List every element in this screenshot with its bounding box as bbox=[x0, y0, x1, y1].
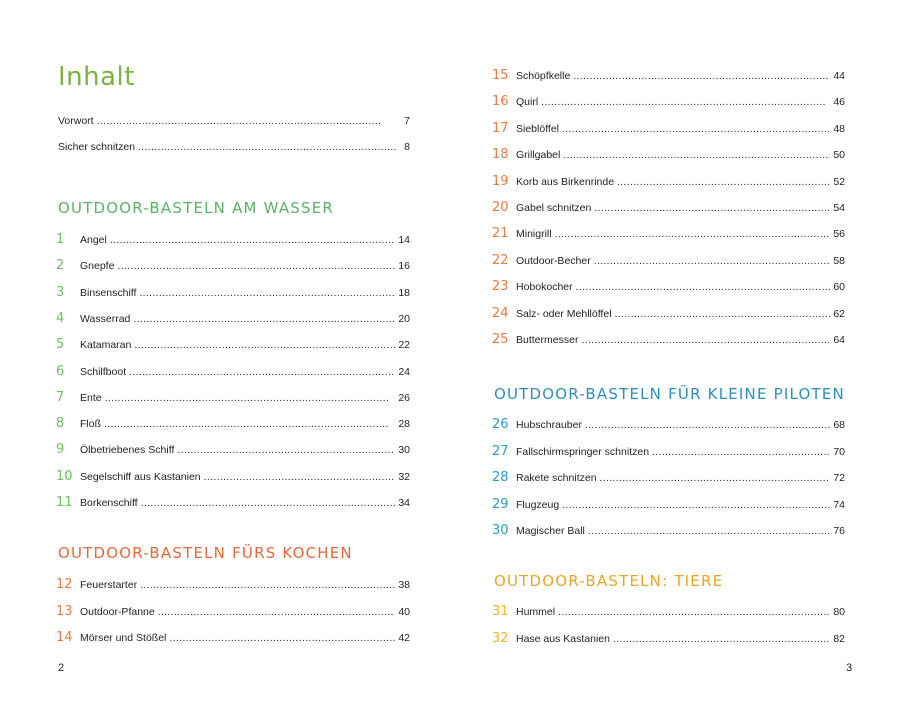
leader-dots bbox=[588, 524, 830, 538]
leader-dots bbox=[541, 95, 830, 109]
entry-page: 30 bbox=[398, 444, 410, 457]
entry-number: 23 bbox=[492, 279, 509, 295]
entry-number: 2 bbox=[56, 258, 65, 274]
entry-label: Ölbetriebenes Schiff bbox=[80, 444, 175, 457]
toc-entry[interactable] bbox=[492, 252, 845, 268]
toc-entry[interactable] bbox=[492, 146, 845, 163]
leader-dots bbox=[594, 254, 831, 268]
leader-dots bbox=[140, 578, 395, 592]
leader-dots bbox=[562, 498, 830, 512]
toc-entry[interactable] bbox=[492, 496, 845, 512]
entry-page: 34 bbox=[398, 497, 410, 509]
toc-entry[interactable] bbox=[56, 310, 410, 326]
entry-page: 24 bbox=[398, 365, 410, 378]
entry-number: 26 bbox=[492, 417, 509, 432]
entry-number: 6 bbox=[56, 363, 65, 379]
toc-entry[interactable] bbox=[56, 231, 410, 247]
entry-page: 52 bbox=[833, 175, 845, 188]
entry-page: 80 bbox=[833, 606, 845, 618]
section-heading-animals: OUTDOOR-BASTELN: TIERE bbox=[494, 572, 724, 590]
leader-dots bbox=[562, 122, 830, 136]
leader-dots bbox=[133, 312, 395, 326]
entry-label: Hummel bbox=[516, 606, 556, 618]
toc-entry[interactable] bbox=[492, 305, 845, 321]
entry-page: 68 bbox=[833, 419, 845, 431]
leader-dots bbox=[97, 114, 397, 128]
entry-number: 7 bbox=[56, 389, 65, 405]
toc-entry[interactable] bbox=[492, 120, 845, 136]
toc-entry[interactable] bbox=[56, 603, 410, 619]
entry-label: Fallschirmspringer schnitzen bbox=[516, 445, 650, 458]
entry-number: 27 bbox=[492, 443, 509, 459]
entry-number: 1 bbox=[56, 232, 65, 247]
toc-entry[interactable] bbox=[56, 389, 410, 405]
entry-label: Sieblöffel bbox=[516, 122, 560, 135]
leader-dots bbox=[177, 443, 395, 457]
entry-page: 82 bbox=[833, 632, 845, 645]
entry-number: 16 bbox=[492, 94, 509, 110]
leader-dots bbox=[134, 338, 395, 352]
entry-page: 46 bbox=[833, 96, 845, 109]
entry-label: Borkenschiff bbox=[80, 497, 138, 509]
entry-label: Salz- oder Mehllöffel bbox=[516, 307, 612, 320]
entry-label: Magischer Ball bbox=[516, 525, 585, 537]
leader-dots bbox=[615, 307, 831, 321]
toc-entry[interactable] bbox=[56, 468, 410, 484]
leader-dots bbox=[105, 391, 396, 405]
toc-entry[interactable] bbox=[492, 416, 845, 432]
toc-entry[interactable] bbox=[492, 522, 845, 538]
section-heading-pilots: OUTDOOR-BASTELN FÜR KLEINE PILOTEN bbox=[494, 385, 845, 403]
toc-entry[interactable] bbox=[492, 67, 845, 83]
entry-number: 10 bbox=[56, 468, 73, 484]
entry-page: 8 bbox=[404, 141, 410, 153]
entry-number: 17 bbox=[492, 120, 509, 136]
entry-number: 22 bbox=[492, 252, 509, 268]
toc-entry[interactable] bbox=[492, 331, 845, 347]
entry-page: 58 bbox=[833, 254, 845, 267]
entry-label: Angel bbox=[80, 234, 107, 246]
entry-label: Floß bbox=[80, 418, 101, 431]
entry-number: 29 bbox=[492, 496, 509, 512]
entry-page: 60 bbox=[833, 281, 845, 294]
toc-entry[interactable] bbox=[492, 443, 845, 459]
entry-page: 20 bbox=[398, 312, 410, 325]
leader-dots bbox=[581, 333, 830, 347]
entry-label: Segelschiff aus Kastanien bbox=[80, 470, 201, 483]
entry-label: Katamaran bbox=[80, 339, 132, 352]
leader-dots bbox=[576, 280, 831, 294]
entry-number: 31 bbox=[492, 604, 509, 619]
entry-number: 4 bbox=[56, 310, 65, 326]
leader-dots bbox=[204, 470, 396, 484]
entry-page: 64 bbox=[833, 334, 845, 346]
entry-page: 40 bbox=[398, 605, 410, 618]
entry-label: Hase aus Kastanien bbox=[516, 632, 610, 645]
right-page bbox=[455, 0, 910, 701]
leader-dots bbox=[652, 445, 830, 459]
toc-entry[interactable] bbox=[56, 257, 410, 274]
entry-page: 14 bbox=[398, 234, 410, 246]
toc-entry[interactable] bbox=[492, 199, 845, 215]
leader-dots bbox=[158, 605, 396, 619]
entry-number: 19 bbox=[492, 173, 509, 189]
entry-page: 7 bbox=[404, 115, 410, 127]
entry-label: Schöpfkelle bbox=[516, 70, 571, 82]
entry-page: 22 bbox=[398, 339, 410, 352]
leader-dots bbox=[573, 69, 830, 83]
entry-number: 18 bbox=[492, 147, 509, 163]
leader-dots bbox=[110, 233, 395, 247]
entry-page: 72 bbox=[833, 472, 845, 484]
leader-dots bbox=[141, 496, 396, 510]
leader-dots bbox=[594, 201, 830, 215]
entry-label: Gabel schnitzen bbox=[516, 202, 592, 214]
entry-label: Grillgabel bbox=[516, 149, 561, 162]
entry-page: 16 bbox=[398, 260, 410, 273]
entry-number: 28 bbox=[492, 470, 509, 485]
entry-label: Korb aus Birkenrinde bbox=[516, 175, 615, 188]
entry-label: Outdoor-Pfanne bbox=[80, 605, 155, 618]
entry-label: Outdoor-Becher bbox=[516, 254, 591, 267]
entry-label: Buttermesser bbox=[516, 334, 579, 346]
entry-page: 38 bbox=[398, 579, 410, 591]
entry-number: 21 bbox=[492, 226, 509, 242]
entry-label: Rakete schnitzen bbox=[516, 472, 597, 484]
entry-number: 14 bbox=[56, 630, 73, 645]
leader-dots bbox=[600, 471, 831, 485]
toc-entry[interactable] bbox=[56, 336, 410, 353]
entry-number: 25 bbox=[492, 332, 509, 347]
toc-entry[interactable] bbox=[492, 173, 845, 189]
section-heading-water: OUTDOOR-BASTELN AM WASSER bbox=[58, 199, 335, 217]
entry-page: 32 bbox=[398, 470, 410, 483]
entry-page: 50 bbox=[833, 149, 845, 162]
toc-entry[interactable] bbox=[492, 469, 845, 485]
page-number-left: 2 bbox=[58, 662, 65, 674]
leader-dots bbox=[117, 259, 395, 273]
entry-page: 48 bbox=[833, 122, 845, 135]
entry-label: Feuerstarter bbox=[80, 579, 138, 591]
entry-label: Flugzeug bbox=[516, 498, 560, 511]
entry-number: 20 bbox=[492, 200, 509, 215]
leader-dots bbox=[563, 148, 830, 162]
entry-page: 62 bbox=[833, 307, 845, 320]
entry-label: Quirl bbox=[516, 96, 539, 109]
entry-number: 32 bbox=[492, 630, 509, 646]
entry-page: 70 bbox=[833, 445, 845, 458]
entry-label: Gnepfe bbox=[80, 260, 115, 273]
entry-label: Vorwort bbox=[58, 115, 94, 127]
leader-dots bbox=[129, 365, 395, 379]
entry-number: 9 bbox=[56, 442, 65, 458]
toc-entry[interactable] bbox=[56, 576, 410, 592]
leader-dots bbox=[555, 227, 831, 241]
toc-entry[interactable] bbox=[56, 629, 410, 645]
section-heading-cooking: OUTDOOR-BASTELN FÜRS KOCHEN bbox=[58, 544, 353, 562]
entry-number: 30 bbox=[492, 523, 509, 538]
leader-dots bbox=[139, 286, 395, 300]
entry-label: Sicher schnitzen bbox=[58, 141, 136, 153]
entry-number: 3 bbox=[56, 284, 65, 300]
page-title: Inhalt bbox=[58, 62, 135, 92]
page-number-right: 3 bbox=[846, 662, 853, 674]
entry-label: Binsenschiff bbox=[80, 286, 137, 299]
leader-dots bbox=[613, 632, 830, 646]
entry-number: 24 bbox=[492, 305, 509, 321]
toc-entry-sicher-schnitzen[interactable] bbox=[58, 138, 410, 154]
entry-page: 28 bbox=[398, 418, 410, 431]
entry-label: Hubschrauber bbox=[516, 419, 582, 431]
entry-page: 42 bbox=[398, 632, 410, 644]
toc-entry[interactable] bbox=[56, 415, 410, 432]
leader-dots bbox=[617, 175, 830, 189]
entry-number: 8 bbox=[56, 416, 65, 432]
toc-entry-vorwort[interactable] bbox=[58, 112, 410, 128]
toc-entry[interactable] bbox=[56, 284, 410, 300]
entry-page: 54 bbox=[833, 202, 845, 214]
entry-page: 44 bbox=[833, 70, 845, 82]
entry-number: 12 bbox=[56, 577, 73, 592]
leader-dots bbox=[169, 631, 395, 645]
entry-number: 5 bbox=[56, 337, 65, 353]
leader-dots bbox=[138, 140, 397, 154]
toc-entry[interactable] bbox=[492, 93, 845, 110]
entry-number: 11 bbox=[56, 495, 73, 510]
entry-label: Schilfboot bbox=[80, 365, 127, 378]
entry-label: Minigrill bbox=[516, 228, 552, 241]
entry-label: Wasserrad bbox=[80, 312, 131, 325]
entry-label: Ente bbox=[80, 391, 102, 404]
toc-entry[interactable] bbox=[56, 441, 410, 458]
entry-label: Mörser und Stößel bbox=[80, 632, 167, 644]
leader-dots bbox=[104, 417, 395, 431]
entry-page: 18 bbox=[398, 286, 410, 299]
entry-number: 15 bbox=[492, 68, 509, 83]
entry-label: Hobokocher bbox=[516, 281, 573, 294]
entry-page: 26 bbox=[398, 391, 410, 404]
toc-entry[interactable] bbox=[492, 630, 845, 646]
leader-dots bbox=[558, 605, 830, 619]
toc-entry[interactable] bbox=[56, 494, 410, 510]
entry-page: 56 bbox=[833, 228, 845, 241]
toc-entry[interactable] bbox=[56, 363, 410, 379]
toc-entry[interactable] bbox=[492, 225, 845, 242]
toc-entry[interactable] bbox=[492, 278, 845, 295]
leader-dots bbox=[585, 418, 830, 432]
entry-number: 13 bbox=[56, 603, 73, 619]
toc-entry[interactable] bbox=[492, 603, 845, 619]
entry-page: 76 bbox=[833, 525, 845, 537]
entry-page: 74 bbox=[833, 498, 845, 511]
